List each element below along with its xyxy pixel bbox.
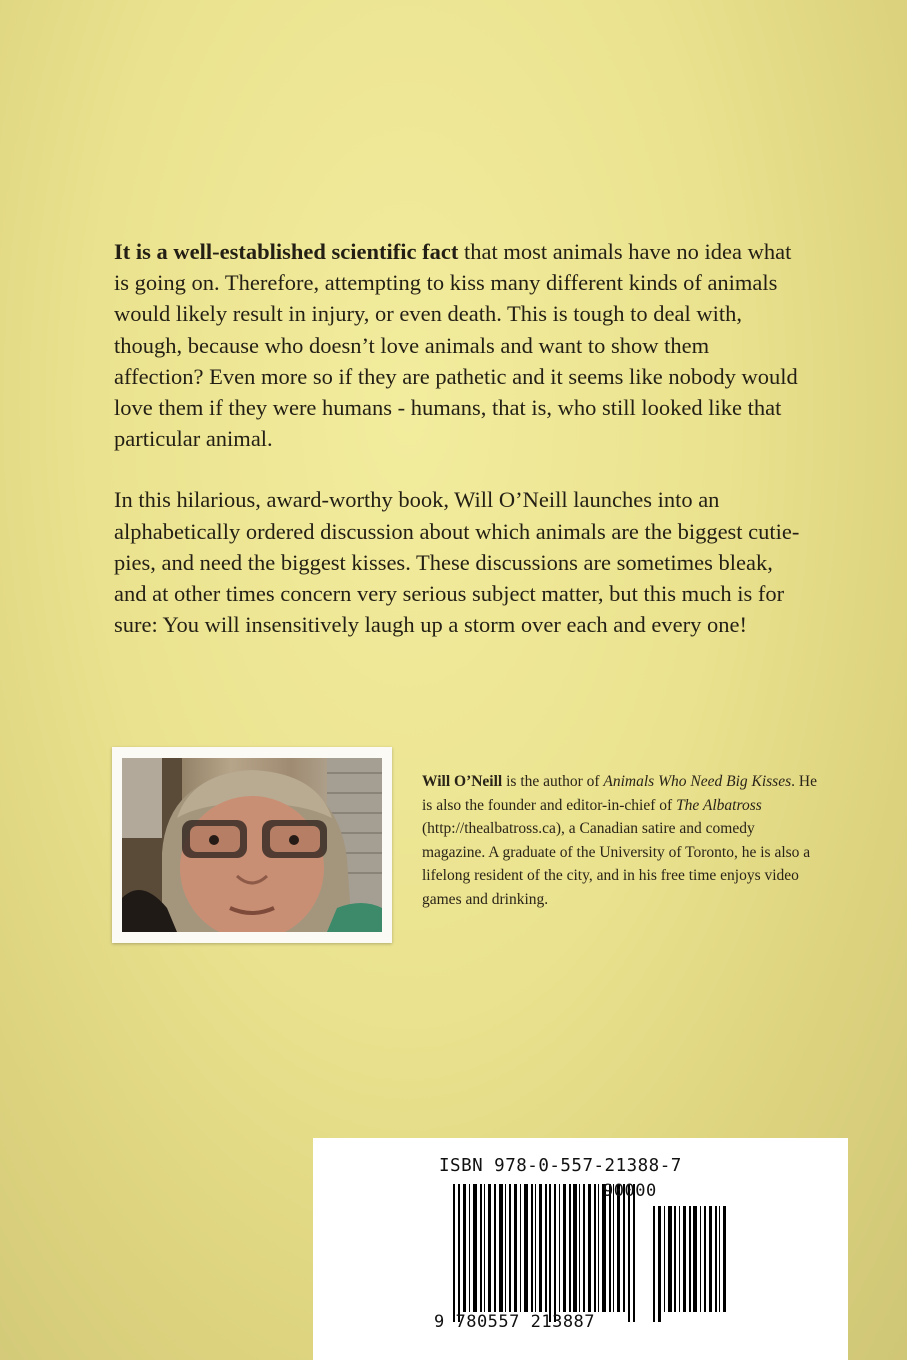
blurb-p1-text: that most animals have no idea what is going on. Therefore, attempting to kiss many different kinds of animals would likely result in injury, or even death. This is tough to deal with, though, because who doesn’t love animals and want to show them affection? Even more so if they are pathetic and it seems like nobody would love them if they were humans - humans, that is, who still looked like that particular animal. xyxy=(114,239,798,452)
barcode-box xyxy=(313,1138,848,1360)
blurb-paragraph-2: In this hilarious, award-worthy book, Will O’Neill launches into an alphabetically ordered discussion about which animals are the biggest cutie-pies, and need the biggest kisses. These discussions are sometimes bleak, and at other times concern very serious subject matter, but this much is for sure: You will insensitively laugh up a storm over each and every one! xyxy=(114,487,800,638)
author-bio xyxy=(422,770,817,912)
magazine-title: The Albatross xyxy=(676,796,762,814)
author-name: Will O’Neill xyxy=(422,773,503,790)
ean-number: 9 780557 213887 xyxy=(434,1312,596,1332)
price-code: 90000 xyxy=(603,1181,657,1201)
author-photo xyxy=(122,758,382,932)
book-title: Animals Who Need Big Kisses xyxy=(603,773,792,790)
bio-text-2: . He is also the founder and editor-in-chief of xyxy=(422,773,817,814)
author-photo-illustration xyxy=(122,758,382,932)
blurb-paragraph-1 xyxy=(114,236,804,454)
blurb-lead: It is a well-established scientific fact xyxy=(114,239,459,264)
bio-text-1: is the author of xyxy=(502,773,604,790)
bio-text-3: (http://thealbatross.ca), a Canadian satire and comedy magazine. A graduate of the University of Toronto, he is also a lifelong resident of the city, and in his free time enjoys video games and drinking. xyxy=(422,820,811,908)
author-photo-frame xyxy=(112,747,392,943)
back-cover-blurb xyxy=(114,236,804,670)
isbn-text: ISBN 978-0-557-21388-7 xyxy=(439,1156,682,1176)
